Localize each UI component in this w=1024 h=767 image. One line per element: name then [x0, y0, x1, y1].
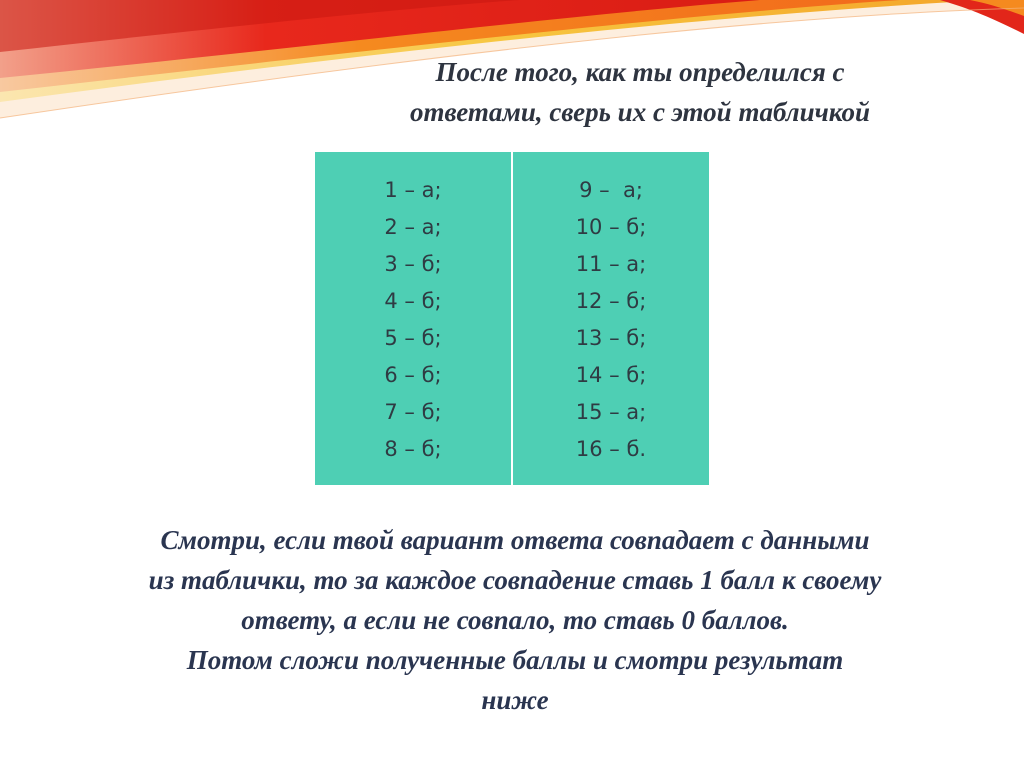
answer-item: 7 – б;: [384, 400, 442, 424]
answer-column-left: [315, 152, 511, 485]
instructions-line-3: ответу, а если не совпало, то ставь 0 баллов.: [241, 605, 789, 635]
answer-item: 6 – б;: [384, 363, 442, 387]
answer-item: 16 – б.: [575, 437, 647, 461]
answer-item: 5 – б;: [384, 326, 442, 350]
answer-item: 13 – б;: [575, 326, 647, 350]
heading-line-1: После того, как ты определился с: [435, 57, 845, 87]
answer-item: 11 – а;: [575, 252, 647, 276]
answer-item: 2 – а;: [384, 215, 442, 239]
instructions-line-2: из таблички, то за каждое совпадение ставь 1 балл к своему: [148, 565, 882, 595]
answer-item: 3 – б;: [384, 252, 442, 276]
answer-item: 14 – б;: [575, 363, 647, 387]
instructions: [40, 520, 990, 720]
answer-item: 1 – а;: [384, 178, 442, 202]
answer-item: 15 – а;: [575, 400, 647, 424]
instructions-line-4: Потом сложи полученные баллы и смотри результат: [186, 645, 844, 675]
answer-item: 9 – а;: [579, 178, 643, 202]
instructions-line-5: ниже: [481, 685, 549, 715]
answer-item: 4 – б;: [384, 289, 442, 313]
answer-item: 12 – б;: [575, 289, 647, 313]
answer-item: 10 – б;: [575, 215, 647, 239]
answer-column-right: [511, 152, 709, 485]
heading: [300, 52, 980, 132]
heading-line-2: ответами, сверь их с этой табличкой: [410, 97, 870, 127]
answer-item: 8 – б;: [384, 437, 442, 461]
instructions-line-1: Смотри, если твой вариант ответа совпадает с данными: [160, 525, 870, 555]
answer-key-table: [315, 152, 709, 485]
